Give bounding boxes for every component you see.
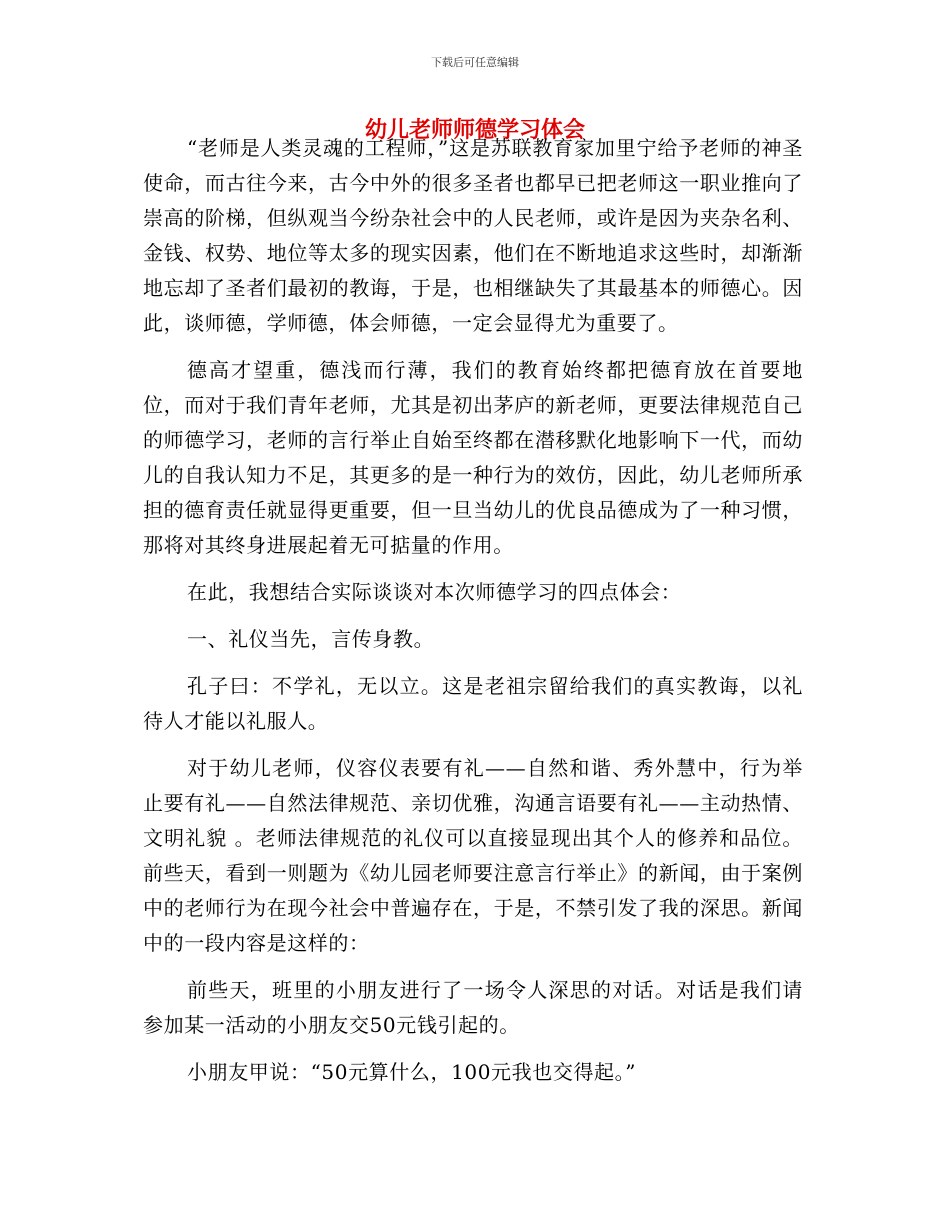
document-body <box>143 131 803 1090</box>
paragraph-confucius: 孔子曰：不学礼，无以立。这是老祖宗留给我们的真实教诲，以礼待人才能以礼服人。 <box>143 674 803 733</box>
paragraph-child-a-quote: 小朋友甲说：“50元算什么，100元我也交得起。” <box>187 1060 637 1084</box>
paragraph-children-dialogue: 前些天，班里的小朋友进行了一场令人深思的对话。对话是我们请参加某一活动的小朋友交50元钱引起的。 <box>143 978 803 1037</box>
paragraph-four-points: 在此，我想结合实际谈谈对本次师德学习的四点体会： <box>187 580 682 604</box>
page-header-note: 下载后可任意编辑 <box>431 56 519 69</box>
paragraph-virtue: 德高才望重，德浅而行薄，我们的教育始终都把德育放在首要地位，而对于我们青年老师，尤其是初出茅庐的新老师，更要法律规范自己的师德学习，老师的言行举止自始至终都在潜移默化地影响下一代，而幼儿的自我认知力不足，其更多的是一种行为的效仿，因此，幼儿老师所承担的德育责任就显得更重要，但一旦当幼儿的优良品德成为了一种习惯，那将对其终身进展起着无可掂量的作用。 <box>143 358 803 557</box>
paragraph-etiquette-detail: 对于幼儿老师，仪容仪表要有礼——自然和谐、秀外慧中，行为举止要有礼——自然法律规范、亲切优雅，沟通言语要有礼——主动热情、文明礼貌 。老师法律规范的礼仪可以直接显现出其个人的修养和品位。前些天，看到一则题为《幼儿园老师要注意言行举止》的新闻，由于案例中的老师行为在现今社会中普遍存在，于是，不禁引发了我的深思。新闻中的一段内容是这样的： <box>143 756 803 955</box>
section-heading-etiquette: 一、礼仪当先，言传身教。 <box>187 627 435 651</box>
document-title: 幼儿老师师德学习体会 <box>364 118 585 143</box>
paragraph-intro: “老师是人类灵魂的工程师，”这是苏联教育家加里宁给予老师的神圣使命，而古往今来，古今中外的很多圣者也都早已把老师这一职业推向了崇高的阶梯，但纵观当今纷杂社会中的人民老师，或许是因为夹杂名利、金钱、权势、地位等太多的现实因素，他们在不断地追求这些时，却渐渐地忘却了圣者们最初的教诲，于是，也相继缺失了其最基本的师德心。因此，谈师德，学师德，体会师德，一定会显得尤为重要了。 <box>143 136 803 335</box>
